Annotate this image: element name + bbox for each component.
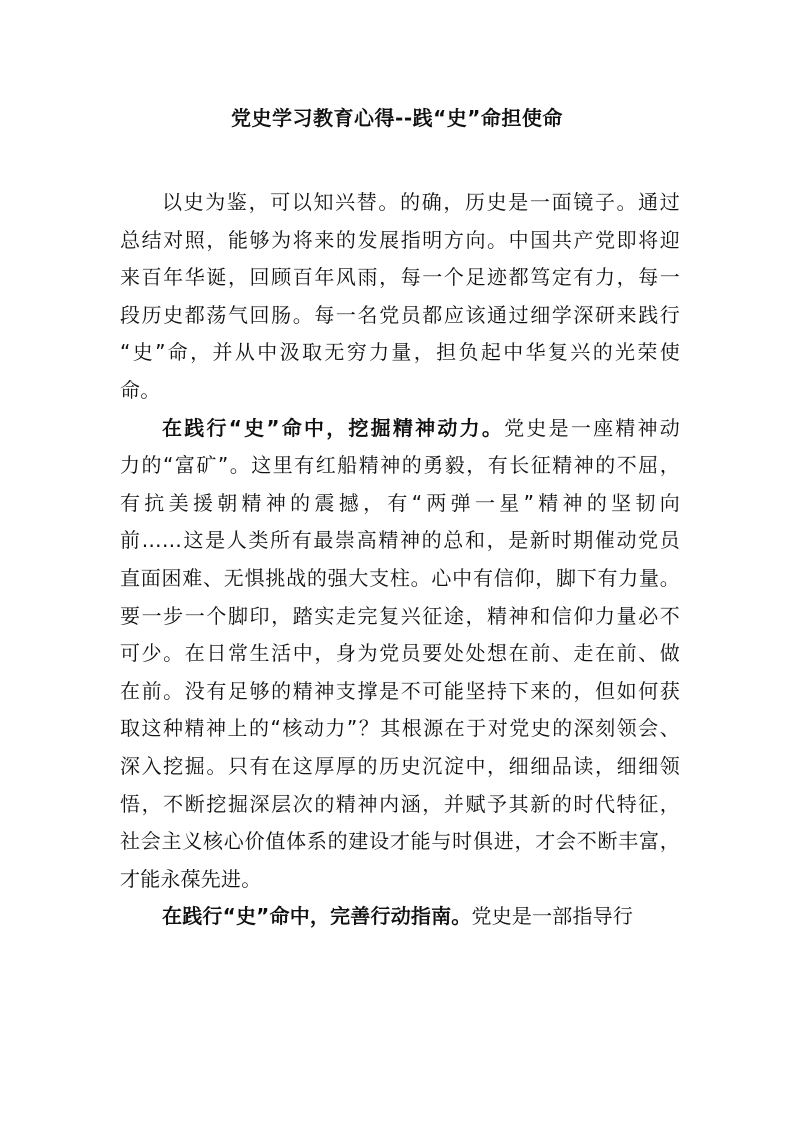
paragraph-1-line-4: 段历史都荡气回肠。每一名党员都应该通过细学深研来践行 — [120, 302, 680, 327]
paragraph-3-line-1 — [120, 898, 680, 936]
paragraph-1-line-1: 以史为鉴，可以知兴替。的确，历史是一面镜子。通过 — [162, 190, 680, 214]
paragraph-2-line-10: 深入挖掘。只有在这厚厚的历史沉淀中，细细品读，细细领 — [120, 753, 680, 778]
paragraph-1-line-2: 总结对照，能够为将来的发展指明方向。中国共产党即将迎 — [120, 227, 680, 252]
paragraph-2-line-3: 有抗美援朝精神的震撼，有“两弹一星”精神的坚韧向 — [120, 490, 680, 515]
paragraph-2-line-1 — [120, 410, 680, 448]
paragraph-2-line-11: 悟，不断挖掘深层次的精神内涵，并赋予其新的时代特征， — [120, 791, 680, 816]
paragraph-3-line-1-text: 党史是一部指导行 — [471, 904, 634, 929]
document-body — [120, 184, 680, 936]
paragraph-2-line-13: 才能永葆先进。 — [120, 866, 262, 891]
paragraph-2-line-1-text: 党史是一座精神动 — [504, 415, 680, 440]
document-title: 党史学习教育心得--践“史”命担使命 — [231, 106, 563, 130]
paragraph-1-line-5: “史”命，并从中汲取无穷力量，担负起中华复兴的光荣使 — [120, 340, 680, 365]
paragraph-3-bold-lead: 在践行“史”命中，完善行动指南。 — [162, 904, 472, 929]
paragraph-2-line-4: 前……这是人类所有最崇高精神的总和，是新时期催动党员 — [120, 528, 680, 553]
paragraph-2-line-5: 直面困难、无惧挑战的强大支柱。心中有信仰，脚下有力量。 — [120, 565, 680, 590]
paragraph-2-line-7: 可少。在日常生活中，身为党员要处处想在前、走在前、做 — [120, 641, 680, 666]
paragraph-2-line-12: 社会主义核心价值体系的建设才能与时俱进，才会不断丰富， — [120, 829, 680, 854]
paragraph-2-line-8: 在前。没有足够的精神支撑是不可能坚持下来的，但如何获 — [120, 678, 680, 703]
paragraph-2-bold-lead: 在践行“史”命中，挖掘精神动力。 — [162, 415, 505, 440]
paragraph-1-line-6: 命。 — [120, 377, 161, 402]
paragraph-2-line-6: 要一步一个脚印，踏实走完复兴征途，精神和信仰力量必不 — [120, 603, 680, 628]
paragraph-1-line-3: 来百年华诞，回顾百年风雨，每一个足迹都笃定有力，每一 — [120, 265, 680, 290]
paragraph-2-line-9: 取这种精神上的“核动力”？其根源在于对党史的深刻领会、 — [120, 716, 680, 741]
paragraph-2-line-2: 力的“富矿”。这里有红船精神的勇毅，有长征精神的不屈， — [120, 453, 680, 478]
